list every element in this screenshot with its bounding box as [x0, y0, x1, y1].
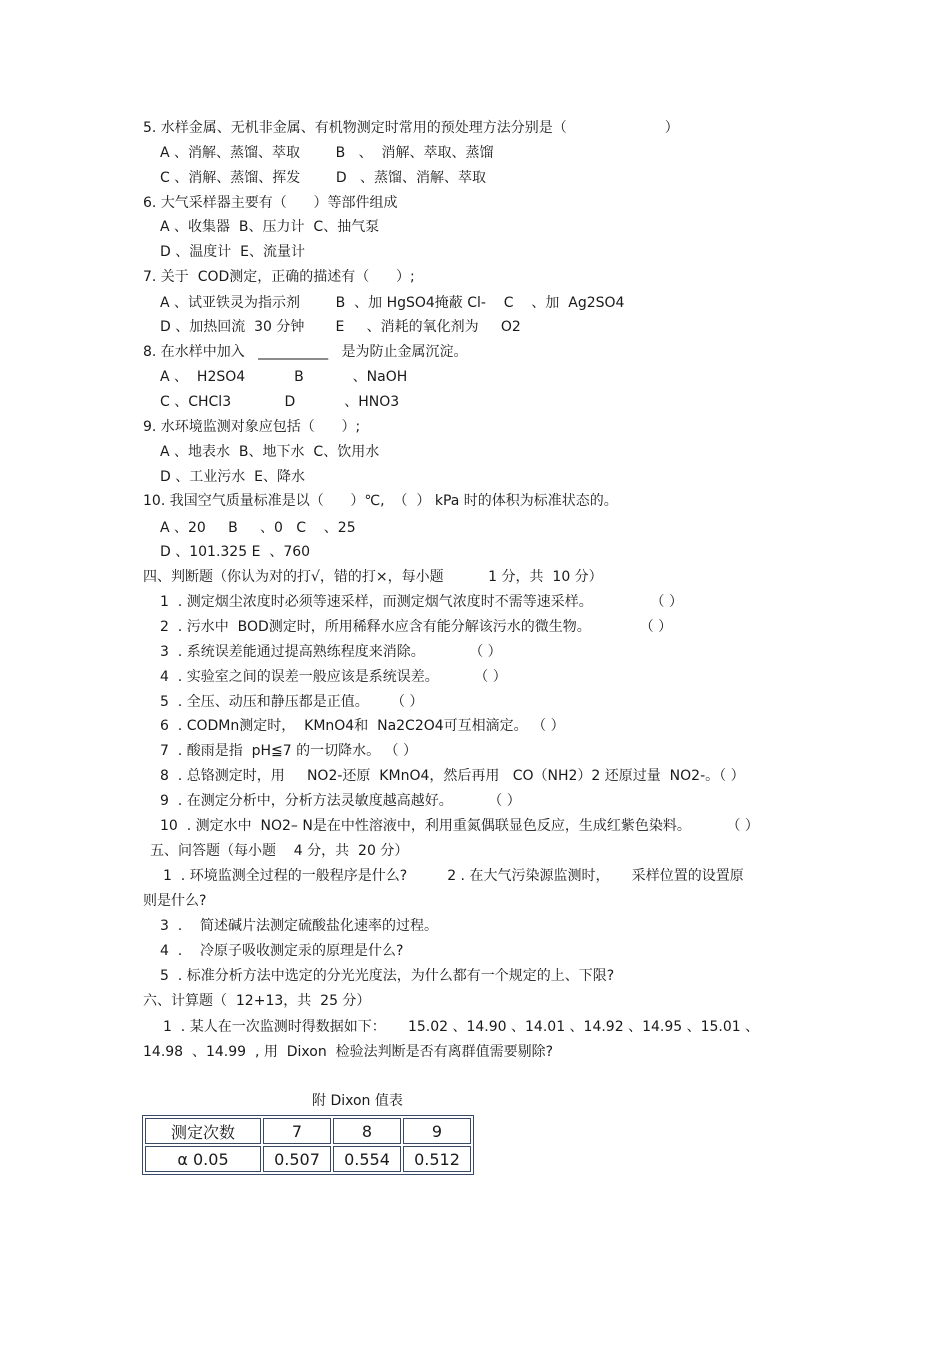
short-answer-4: 4 . 冷原子吸收测定汞的原理是什么?: [160, 943, 404, 959]
short-answer-3: 3 . 简述碱片法测定硫酸盐化速率的过程。: [160, 918, 439, 934]
judgement-8: 8 . 总铬测定时，用 NO2-还原 KMnO4，然后再用 CO（NH2）2 还原过量 NO2-。（ ）: [160, 768, 745, 784]
short-answer-1-2: 1 . 环境监测全过程的一般程序是什么? 2 . 在大气污染源监测时， 采样位置的设置原: [163, 868, 744, 884]
short-answer-2-continued: 则是什么?: [143, 893, 207, 909]
judgement-4: 4 . 实验室之间的误差一般应该是系统误差。 （ ）: [160, 669, 507, 685]
judgement-10: 10 . 测定水中 NO2– N是在中性溶液中，利用重氮偶联显色反应，生成红紫色染料。 （ ）: [160, 818, 759, 834]
table-cell: α 0.05: [145, 1146, 261, 1172]
question-9-options-de: D 、工业污水 E、降水: [160, 469, 305, 485]
question-10-options-de: D 、101.325 E 、760: [160, 544, 311, 560]
table-header-cell: 7: [263, 1118, 331, 1144]
question-5: 5. 水样金属、无机非金属、有机物测定时常用的预处理方法分别是（ ）: [143, 120, 679, 136]
judgement-2: 2 . 污水中 BOD测定时，所用稀释水应含有能分解该污水的微生物。 （ ）: [160, 619, 673, 635]
question-9-options-abc: A 、地表水 B、地下水 C、饮用水: [160, 444, 380, 460]
question-7: 7. 关于 COD测定，正确的描述有（ ）;: [143, 269, 415, 285]
judgement-6: 6 . CODMn测定时， KMnO4和 Na2C2O4可互相滴定。 （ ）: [160, 718, 565, 734]
judgement-5: 5 . 全压、动压和静压都是正值。 （ ）: [160, 694, 424, 710]
question-8-options-ab: A 、 H2SO4 B 、NaOH: [160, 369, 408, 385]
question-6-options-abc: A 、收集器 B、压力计 C、抽气泵: [160, 219, 380, 235]
question-10-options-abc: A 、20 B 、0 C 、25: [160, 520, 356, 536]
question-9: 9. 水环境监测对象应包括（ ）;: [143, 419, 361, 435]
table-header-row: [145, 1118, 471, 1144]
dixon-table: [142, 1115, 474, 1175]
question-6-options-de: D 、温度计 E、流量计: [160, 244, 305, 260]
section-4-heading: 四、判断题（你认为对的打√，错的打×，每小题 1 分，共 10 分）: [143, 569, 603, 585]
question-7-options-de: D 、加热回流 30 分钟 E 、消耗的氧化剂为 O2: [160, 319, 521, 335]
table-row: [145, 1146, 471, 1172]
question-5-options-ab: A 、消解、蒸馏、萃取 B 、 消解、萃取、蒸馏: [160, 145, 494, 161]
question-10: 10. 我国空气质量标准是以（ ）℃, （ ） kPa 时的体积为标准状态的。: [143, 493, 618, 509]
question-6: 6. 大气采样器主要有（ ）等部件组成: [143, 195, 398, 211]
dixon-table-caption: 附 Dixon 值表: [312, 1093, 403, 1109]
table-cell: 0.512: [403, 1146, 471, 1172]
judgement-9: 9 . 在测定分析中，分析方法灵敏度越高越好。 （ ）: [160, 793, 521, 809]
short-answer-5: 5 . 标准分析方法中选定的分光光度法，为什么都有一个规定的上、下限?: [160, 968, 615, 984]
question-8: 8. 在水样中加入 __________ 是为防止金属沉淀。: [143, 344, 468, 360]
judgement-1: 1 . 测定烟尘浓度时必须等速采样，而测定烟气浓度时不需等速采样。 （ ）: [160, 594, 684, 610]
table-cell: 0.554: [333, 1146, 401, 1172]
section-6-heading: 六、计算题（ 12+13，共 25 分）: [143, 993, 371, 1009]
table-cell: 0.507: [263, 1146, 331, 1172]
judgement-7: 7 . 酸雨是指 pH≦7 的一切降水。 （ ）: [160, 743, 418, 759]
judgement-3: 3 . 系统误差能通过提高熟练程度来消除。 （ ）: [160, 644, 502, 660]
section-5-heading: 五、问答题（每小题 4 分，共 20 分）: [150, 843, 409, 859]
question-7-options-abc: A 、试亚铁灵为指示剂 B 、加 HgSO4掩蔽 Cl- C 、加 Ag2SO4: [160, 295, 625, 311]
calculation-1: 1 . 某人在一次监测时得数据如下： 15.02 、14.90 、14.01 、14.92 、14.95 、15.01 、: [163, 1019, 760, 1035]
question-8-options-cd: C 、CHCl3 D 、HNO3: [160, 394, 400, 410]
table-header-cell: 测定次数: [145, 1118, 261, 1144]
calculation-1-continued: 14.98 、14.99 , 用 Dixon 检验法判断是否有离群值需要剔除?: [143, 1044, 554, 1060]
question-5-options-cd: C 、消解、蒸馏、挥发 D 、蒸馏、消解、萃取: [160, 170, 486, 186]
table-header-cell: 8: [333, 1118, 401, 1144]
table-header-cell: 9: [403, 1118, 471, 1144]
